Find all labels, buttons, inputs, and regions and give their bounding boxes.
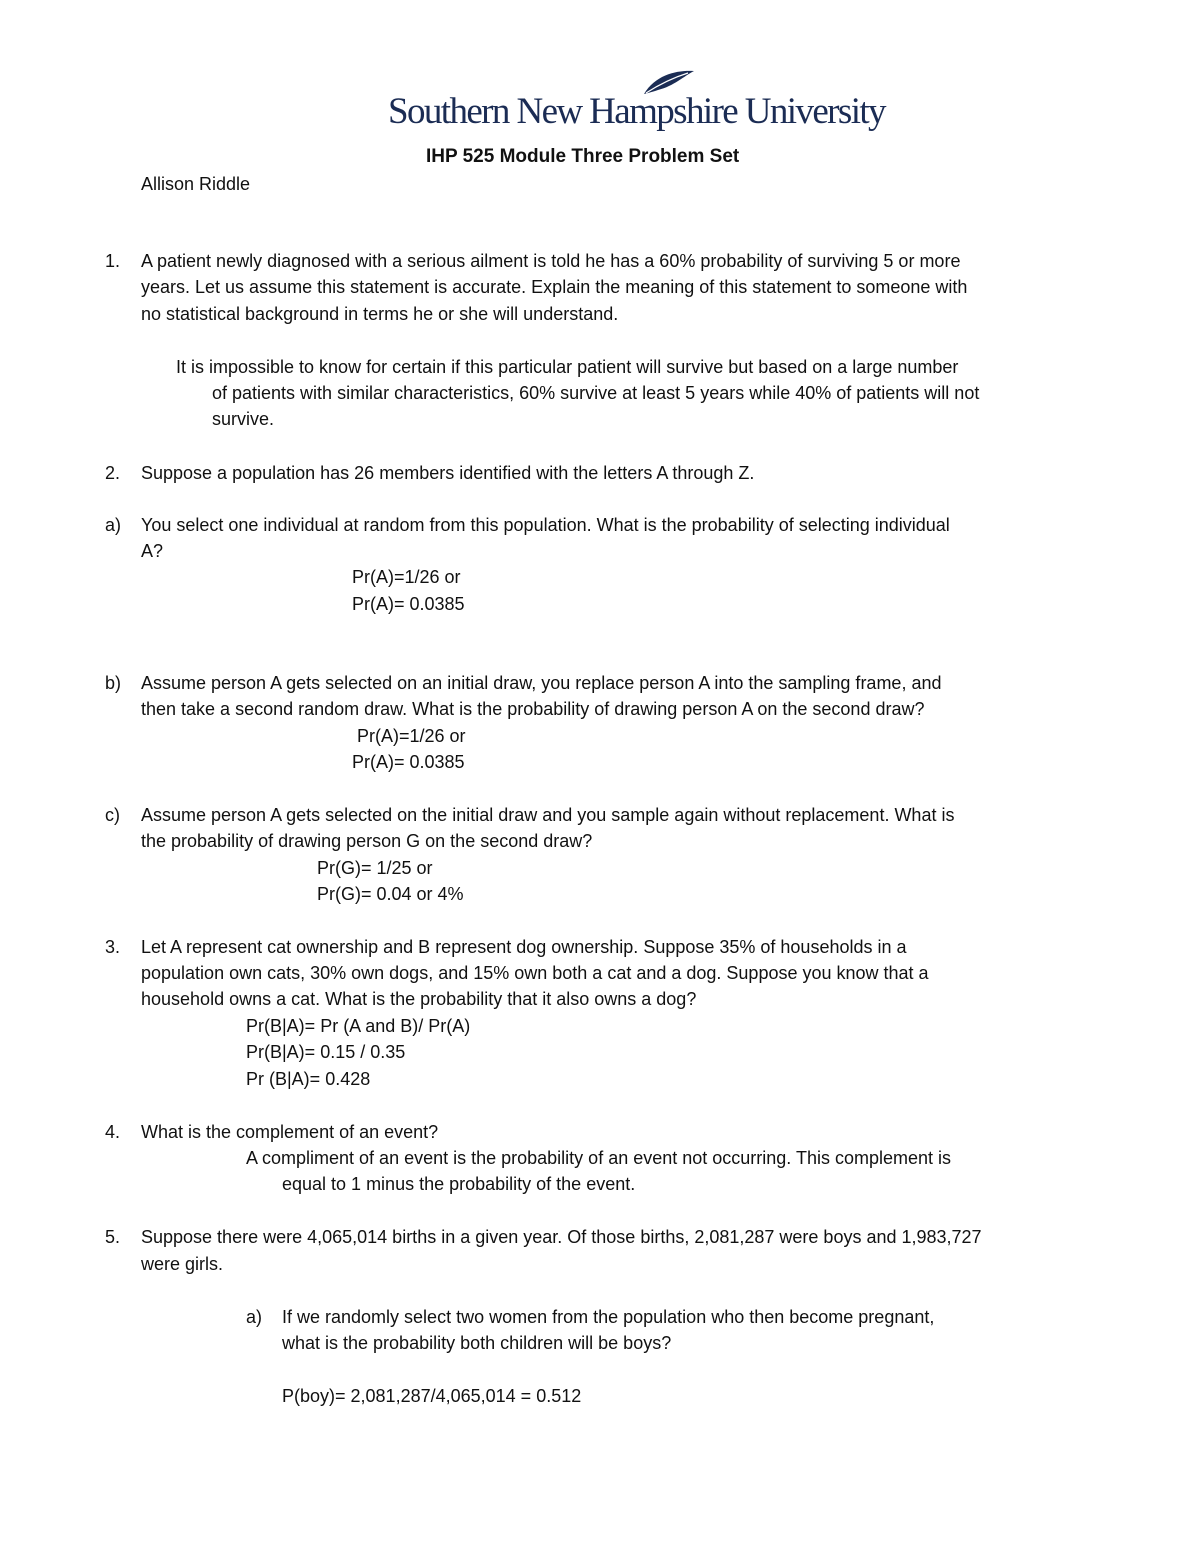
- answer-2b-line-1: Pr(A)=1/26 or: [357, 726, 466, 746]
- question-3-number: 3.: [105, 937, 121, 957]
- question-2a-label: a): [105, 515, 122, 535]
- question-3-line-1: Let A represent cat ownership and B represent dog ownership. Suppose 35% of households in a: [141, 937, 907, 957]
- question-2c-line-2: the probability of drawing person G on the second draw?: [141, 831, 593, 851]
- question-1-line-3: no statistical background in terms he or she will understand.: [141, 304, 619, 324]
- answer-1-line-2: of patients with similar characteristics, 60% survive at least 5 years while 40% of patients will not: [212, 383, 980, 403]
- answer-2b-line-2: Pr(A)= 0.0385: [352, 752, 465, 772]
- answer-1-line-3: survive.: [212, 409, 275, 429]
- question-5-line-2: were girls.: [141, 1254, 224, 1274]
- answer-4-line-1: A compliment of an event is the probability of an event not occurring. This complement is: [246, 1148, 952, 1168]
- answer-2c-line-2: Pr(G)= 0.04 or 4%: [317, 884, 464, 904]
- question-2-text: Suppose a population has 26 members identified with the letters A through Z.: [141, 463, 755, 483]
- question-5-line-1: Suppose there were 4,065,014 births in a given year. Of those births, 2,081,287 were boys and 1,983,727: [141, 1227, 982, 1247]
- answer-2a-line-2: Pr(A)= 0.0385: [352, 594, 465, 614]
- question-2c-label: c): [105, 805, 120, 825]
- answer-3-line-1: Pr(B|A)= Pr (A and B)/ Pr(A): [246, 1016, 471, 1036]
- answer-4-line-2: equal to 1 minus the probability of the event.: [282, 1174, 636, 1194]
- author-name: Allison Riddle: [141, 174, 251, 194]
- question-2b-line-1: Assume person A gets selected on an initial draw, you replace person A into the sampling frame, and: [141, 673, 942, 693]
- university-logo: [386, 68, 885, 134]
- question-4-number: 4.: [105, 1122, 121, 1142]
- answer-3-line-2: Pr(B|A)= 0.15 / 0.35: [246, 1042, 406, 1062]
- answer-2a-line-1: Pr(A)=1/26 or: [352, 567, 461, 587]
- answer-2c-line-1: Pr(G)= 1/25 or: [317, 858, 433, 878]
- question-2-number: 2.: [105, 463, 121, 483]
- question-5a-line-2: what is the probability both children will be boys?: [282, 1333, 672, 1353]
- answer-1-line-1: It is impossible to know for certain if this particular patient will survive but based on a large number: [176, 357, 959, 377]
- question-5-number: 5.: [105, 1227, 121, 1247]
- feather-leaf-icon: [638, 68, 698, 98]
- question-2a-line-2: A?: [141, 541, 164, 561]
- question-2b-label: b): [105, 673, 122, 693]
- question-1-line-2: years. Let us assume this statement is accurate. Explain the meaning of this statement to someone with: [141, 277, 968, 297]
- document-title: IHP 525 Module Three Problem Set: [426, 146, 740, 167]
- question-1-number: 1.: [105, 251, 121, 271]
- question-4-text: What is the complement of an event?: [141, 1122, 439, 1142]
- answer-5a: P(boy)= 2,081,287/4,065,014 = 0.512: [282, 1386, 582, 1406]
- question-1-line-1: A patient newly diagnosed with a serious ailment is told he has a 60% probability of surviving 5 or more: [141, 251, 961, 271]
- university-name: Southern New Hampshire University: [388, 91, 885, 132]
- answer-3-line-3: Pr (B|A)= 0.428: [246, 1069, 371, 1089]
- question-3-line-3: household owns a cat. What is the probability that it also owns a dog?: [141, 989, 697, 1009]
- question-5a-label: a): [246, 1307, 263, 1327]
- question-5a-line-1: If we randomly select two women from the population who then become pregnant,: [282, 1307, 935, 1327]
- question-2a-line-1: You select one individual at random from this population. What is the probability of selecting individual: [141, 515, 950, 535]
- question-3-line-2: population own cats, 30% own dogs, and 15% own both a cat and a dog. Suppose you know that a: [141, 963, 929, 983]
- question-2b-line-2: then take a second random draw. What is the probability of drawing person A on the second draw?: [141, 699, 925, 719]
- question-2c-line-1: Assume person A gets selected on the initial draw and you sample again without replacement. What is: [141, 805, 955, 825]
